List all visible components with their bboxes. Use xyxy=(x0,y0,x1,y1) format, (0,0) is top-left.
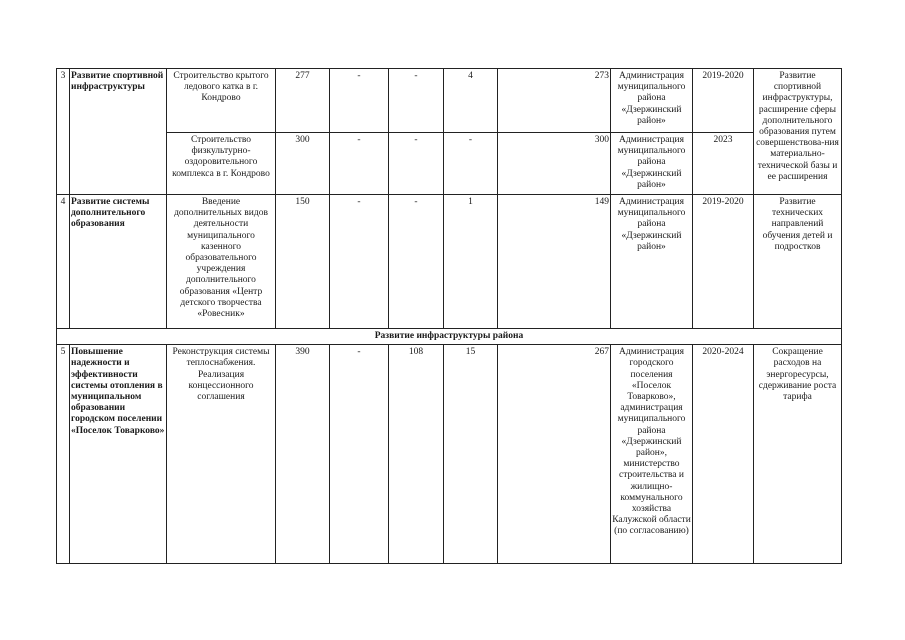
section-row xyxy=(57,329,842,345)
value-cell: - xyxy=(330,133,389,195)
value-cell: 149 xyxy=(498,195,611,329)
total-cell: 390 xyxy=(276,345,330,564)
value-cell: - xyxy=(330,345,389,564)
result-cell: Развитие спортивной инфраструктуры, расширение сферы дополнительного образования путем совершенствова-ния материально-технической базы и ее расширения xyxy=(754,69,842,195)
table-row xyxy=(57,345,842,564)
value-cell: 273 xyxy=(498,69,611,133)
organization-cell: Администрация муниципального района «Дзержинский район» xyxy=(611,133,693,195)
event-cell: Строительство крытого ледового катка в г. Кондрово xyxy=(167,69,276,133)
event-cell: Реконструкция системы теплоснабжения. Реализация концессионного соглашения xyxy=(167,345,276,564)
total-cell: 150 xyxy=(276,195,330,329)
row-number: 5 xyxy=(57,345,70,564)
event-cell: Строительство физкультурно-оздоровительного комплекса в г. Кондрово xyxy=(167,133,276,195)
value-cell: - xyxy=(389,195,444,329)
value-cell: 267 xyxy=(498,345,611,564)
value-cell: 4 xyxy=(444,69,498,133)
table-row xyxy=(57,133,842,195)
period-cell: 2019-2020 xyxy=(693,69,754,133)
period-cell: 2020-2024 xyxy=(693,345,754,564)
organization-cell: Администрация муниципального района «Дзержинский район» xyxy=(611,69,693,133)
program-table xyxy=(56,68,842,564)
direction-cell: Развитие спортивной инфраструктуры xyxy=(70,69,167,195)
total-cell: 300 xyxy=(276,133,330,195)
value-cell: 108 xyxy=(389,345,444,564)
value-cell: 1 xyxy=(444,195,498,329)
total-cell: 277 xyxy=(276,69,330,133)
row-number: 4 xyxy=(57,195,70,329)
value-cell: - xyxy=(389,133,444,195)
value-cell: - xyxy=(330,69,389,133)
direction-cell: Повышение надежности и эффективности системы отопления в муниципальном образовании городском поселении «Поселок Товарково» xyxy=(70,345,167,564)
table-row xyxy=(57,69,842,133)
section-title: Развитие инфраструктуры района xyxy=(57,329,842,345)
direction-cell: Развитие системы дополнительного образования xyxy=(70,195,167,329)
event-cell: Введение дополнительных видов деятельности муниципального казенного образовательного учреждения дополнительного образования «Центр детского творчества «Ровесник» xyxy=(167,195,276,329)
row-number: 3 xyxy=(57,69,70,195)
value-cell: - xyxy=(389,69,444,133)
value-cell: 300 xyxy=(498,133,611,195)
organization-cell: Администрация муниципального района «Дзержинский район» xyxy=(611,195,693,329)
value-cell: - xyxy=(444,133,498,195)
result-cell: Развитие технических направлений обучения детей и подростков xyxy=(754,195,842,329)
table-row xyxy=(57,195,842,329)
value-cell: - xyxy=(330,195,389,329)
period-cell: 2019-2020 xyxy=(693,195,754,329)
result-cell: Сокращение расходов на энергоресурсы, сдерживание роста тарифа xyxy=(754,345,842,564)
organization-cell: Администрация городского поселения «Поселок Товарково», администрация муниципального района «Дзержинский район», министерство строительства и жилищно-коммунального хозяйства Калужской области (по согласованию) xyxy=(611,345,693,564)
value-cell: 15 xyxy=(444,345,498,564)
period-cell: 2023 xyxy=(693,133,754,195)
